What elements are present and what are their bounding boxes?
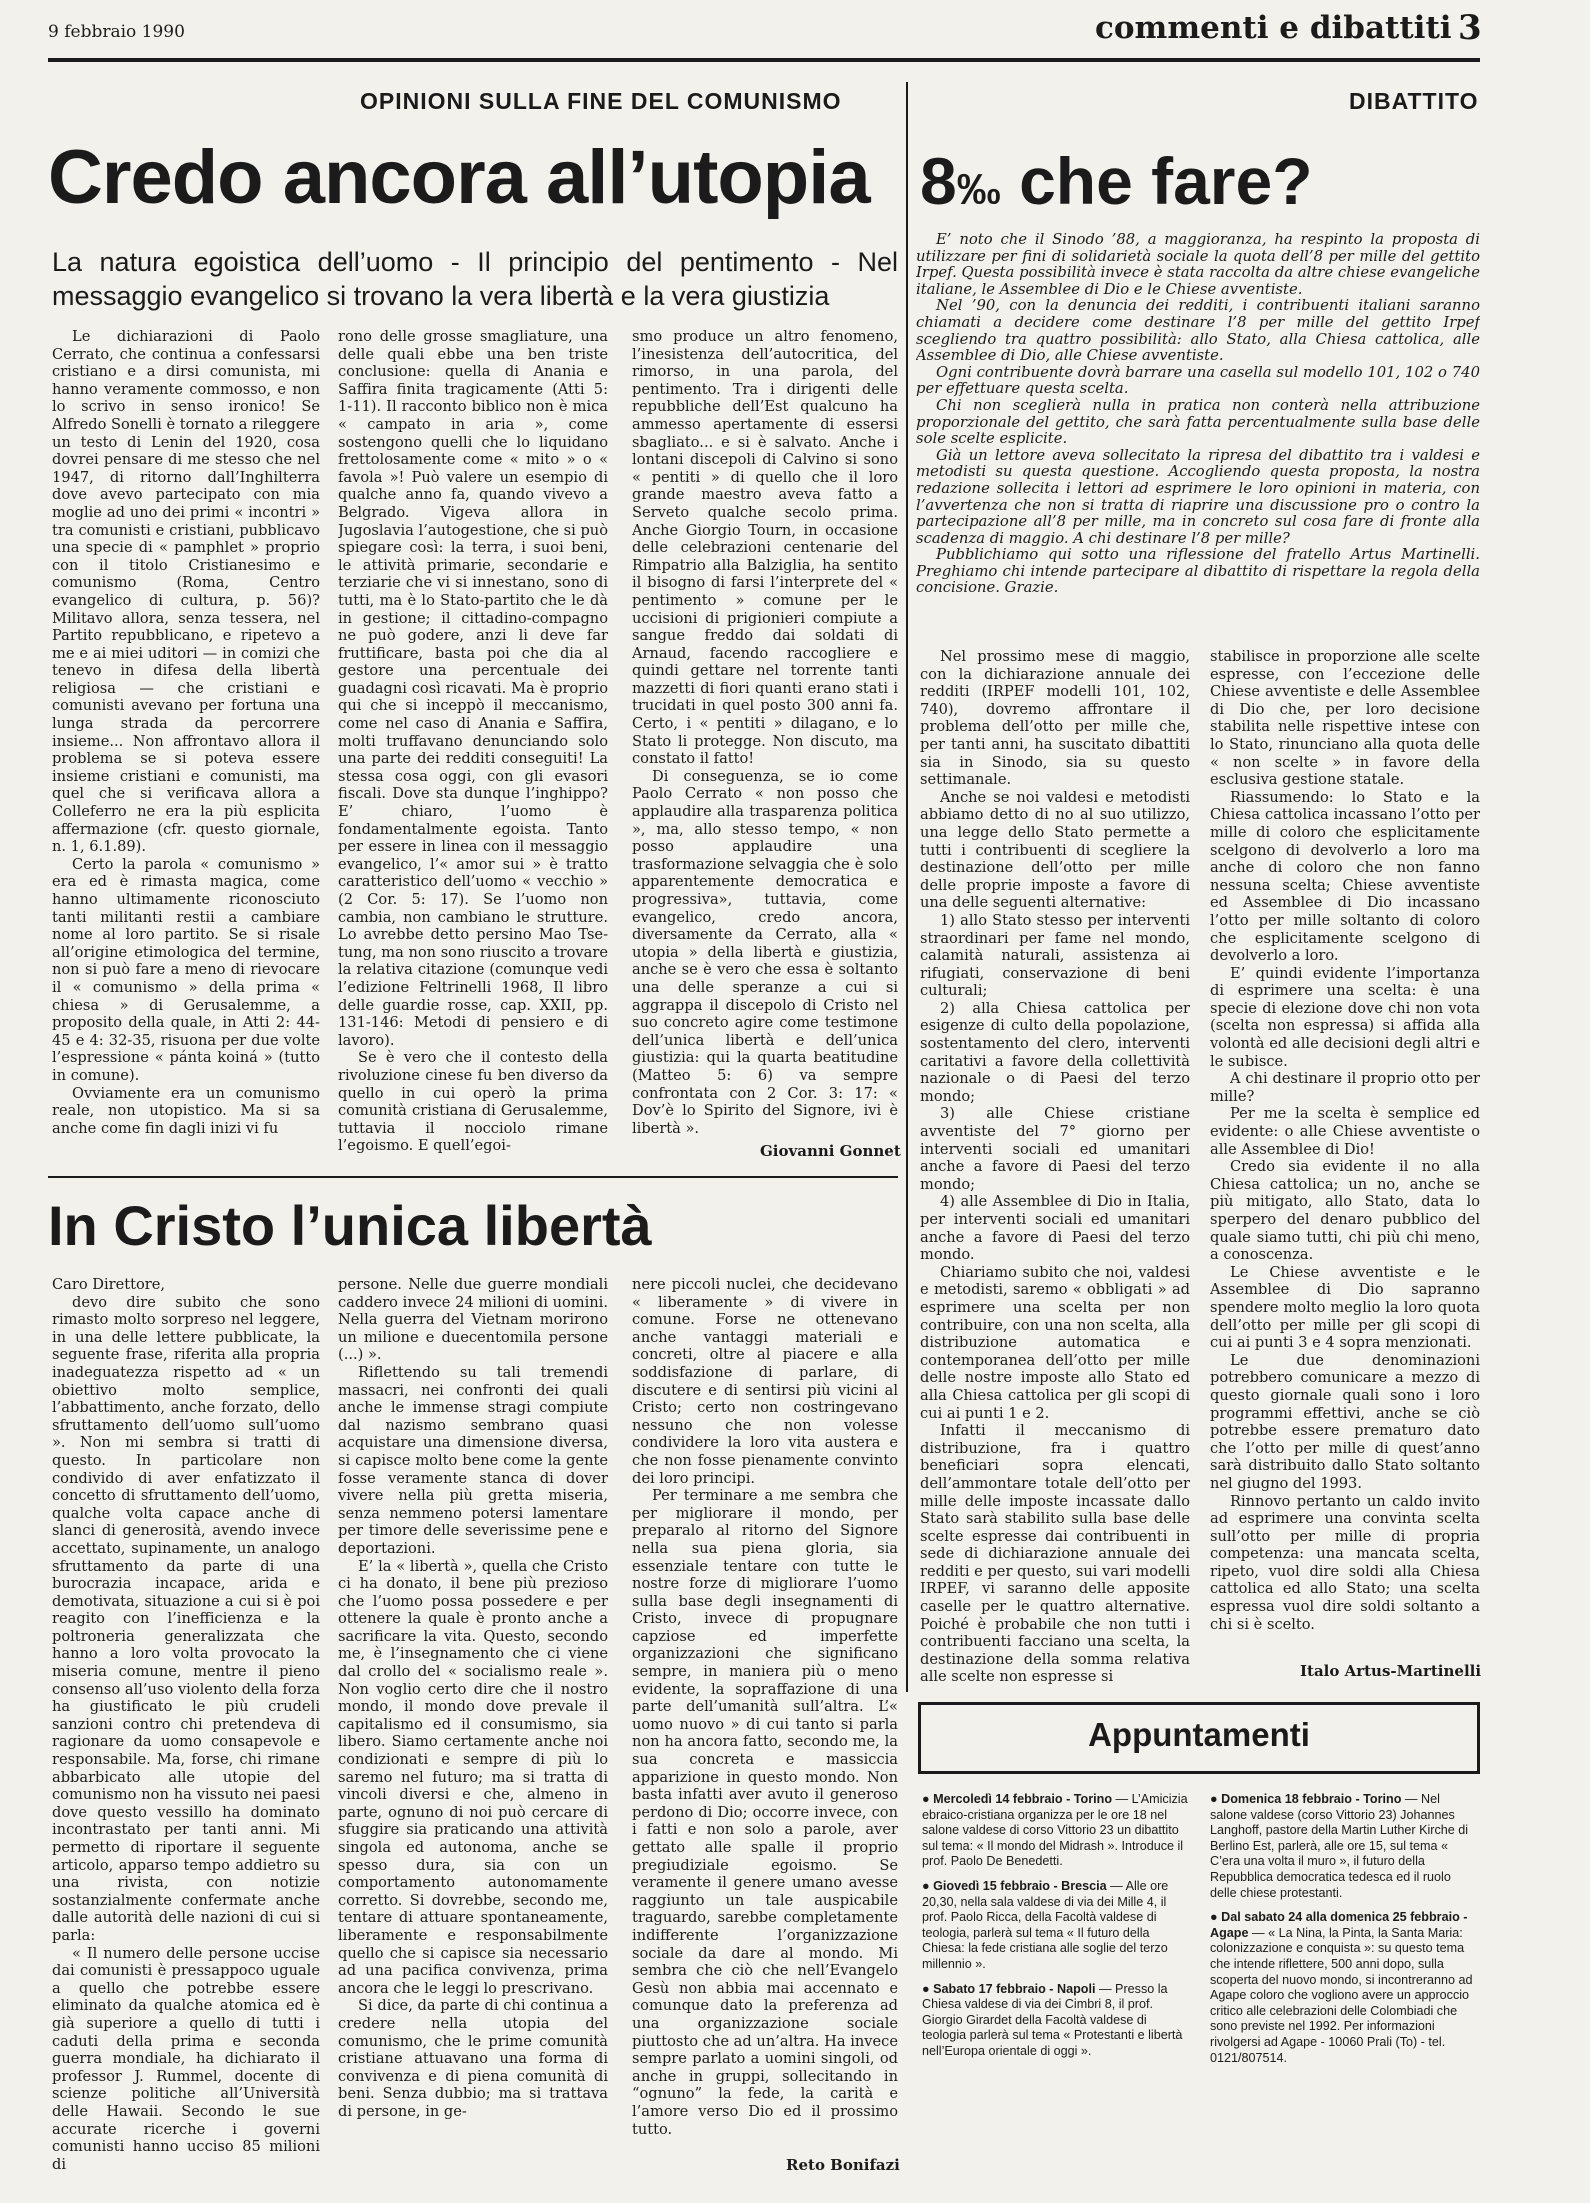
appointments-left-column <box>922 1792 1192 2182</box>
appointments-right-column <box>1210 1792 1480 2182</box>
appointment-item <box>1210 1910 1480 2066</box>
paragraph: Nel prossimo mese di maggio, con la dichiarazione annuale dei redditi (IRPEF modelli 101, 102, 740), dovremo affrontare il problema dell’otto per mille che, per tanti anni, ha suscitato dibattiti sia in Sinodo, sia su questo settimanale. <box>920 648 1190 789</box>
appointment-item <box>922 1879 1192 1973</box>
paragraph: E’ quindi evidente l’importanza di esprimere una scelta: è una specie di elezione dove chi non vota (scelta non espressa) si affida alla volontà ed alle decisioni degli altri e le subisce. <box>1210 964 1480 1070</box>
paragraph: persone. Nelle due guerre mondiali caddero invece 24 milioni di uomini. Nella guerra del Vietnam morirono un milione e duecentomila persone (...) ». <box>338 1276 608 1364</box>
article2-title <box>920 144 1313 218</box>
section-divider <box>48 1176 898 1178</box>
paragraph: Le due denominazioni potrebbero comunicare a mezzo di questo giornale quali sono i loro programmi effettivi, anche se ciò potrebbe essere prematuro dato che l’otto per mille di quest’anno sarà distribuito dallo Stato soltanto nel giugno del 1993. <box>1210 1351 1480 1492</box>
intro-paragraph: Nel ’90, con la denuncia dei redditi, i contribuenti italiani saranno chiamati a decidere come destinare l’8 per mille del gettito Irpef scegliendo tra quattro possibilità: allo Stato, alla Chiesa cattolica, alle Assemblee di Dio, alle Chiese avventiste. <box>916 297 1480 365</box>
article3-column-3 <box>632 1276 898 2138</box>
intro-paragraph: E’ noto che il Sinodo ’88, a maggioranza, ha respinto la proposta di utilizzare per fini di solidarietà sociale la quota dell’8 per mille del gettito Irpef. Questa possibilità invece è stata raccolta da altre chiese evangeliche italiane, le Assemblee di Dio e le Chiese avventiste. <box>916 232 1480 298</box>
article3-column-2 <box>338 1276 608 2176</box>
paragraph: « Il numero delle persone uccise dai comunisti è pressappoco uguale a quello che potrebbe essere eliminato da qualche atomica ed è già superiore a quello di tutti i caduti della prima e seconda guerra mondiale, ha dichiarato il professor J. Rummel, docente di scienze politiche all’Università delle Hawaii. Secondo le sue accurate ricerche i governi comunisti hanno ucciso 85 milioni di <box>52 1944 320 2173</box>
appointment-lead: Dal sabato 24 alla domenica 25 febbraio - Agape <box>1210 1910 1468 1940</box>
paragraph: Per terminare a me sembra che per migliorare il mondo, per preparalo al ritorno del Signore nella sua piena gloria, sia essenziale tentare con tutte le nostre forze di migliorare l’uomo sulla base degli insegnamenti di Cristo, invece di propugnare capziose ed imperfette organizzazioni che significano sempre, in maniera più o meno evidente, la sopraffazione di una parte dell’umanità sull’altra. L’« uomo nuovo » di cui tanto si parla non ha ancora fatto, secondo me, la sua concreta e massiccia apparizione in questo mondo. Non basta infatti aver avuto il generoso perdono di Dio; occorre invece, con i fatti e non solo a parole, aver gettato alle spalle il proprio pregiudiziale egoismo. Se veramente il genere umano avesse raggiunto un tale auspicabile traguardo, sarebbe completamente indifferente l’organizzazione sociale da dare al mondo. Mi sembra che ciò che nell’Evangelo Gesù non abbia mai accennato e comunque dato la preferenza ad una organizzazione sociale piuttosto che ad un’altra. Ha invece sempre parlato a uomini singoli, od anche in gruppi, sollecitando in “ognuno” la fede, la carità e l’amore verso Dio ed il prossimo tutto. <box>632 1487 898 2138</box>
appointment-text: — « La Nina, la Pinta, la Santa Maria: colonizzazione e conquista »: su questo tema che intende riflettere, 500 anni dopo, sulla scoperta del nuovo mondo, si incontreranno ad Agape coloro che vogliono avere un approccio critico alle celebrazioni delle Colombiadi che sono previste nel 1992. Per informazioni rivolgersi ad Agape - 10060 Prali (To) - tel. 0121/807514. <box>1210 1925 1473 2065</box>
paragraph: E’ la « libertà », quella che Cristo ci ha donato, il bene più prezioso che l’uomo possa possedere e per ottenere la quale è pronto anche a sacrificare la vita. Questo, secondo me, è l’insegnamento che ci viene dal crollo del « socialismo reale ». Non voglio certo dire che il nostro mondo, il mondo dove prevale il capitalismo ed il consumismo, sia libero. Siamo certamente anche noi condizionati e sempre di più lo saremo nel futuro; ma si tratta di vincoli diversi e che, almeno in parte, ognuno di noi può cercare di sfuggire sia praticando una attività singola ed autonoma, anche se spesso dura, sia con un comportamento autonomamente corretto. Si dovrebbe, secondo me, tentare di attuare spontaneamente, liberamente e responsabilmente quello che si capisce sia necessario ad una pacifica convivenza, prima ancora che le leggi lo prescrivano. <box>338 1557 608 1997</box>
article3-title: In Cristo l’unica libertà <box>48 1194 652 1257</box>
paragraph: rono delle grosse smagliature, una delle quali ebbe una ben triste conclusione: quella di Anania e Saffira finita tragicamente (Atti 5: 1-11). Il racconto biblico non è mica « campato in aria », come sostengono quelli che lo liquidano frettolosamente come « mito » o « favola »! Può valere un esempio di qualche anno fa, quando vivevo a Belgrado. Vigeva allora in Jugoslavia l’autogestione, che si può spiegare così: la terra, i suoi beni, le attività primarie, secondarie e terziarie che vi si innestano, sono di tutti, ma è lo Stato-partito che le dà in gestione; il cittadino-compagno ne può godere, anzi li deve far fruttificare, basta poi che dia al gestore una percentuale dei guadagni così ricavati. Ma è proprio qui che si inceppò il meccanismo, come nel caso di Anania e Saffira, molti truffavano denunciando solo una parte dei redditi conseguiti! La stessa cosa oggi, con gli evasori fiscali. Dove sta dunque l’inghippo? E’ chiaro, l’uomo è fondamentalmente egoista. Tanto per essere in linea con il messaggio evangelico, l’« amor sui » è tratto caratteristico dell’uomo « vecchio » (2 Cor. 5: 17). Se l’uomo non cambia, non cambiano le strutture. Lo avrebbe detto persino Mao Tse-tung, ma non sono riuscito a trovare la relativa citazione (comunque vedi l’edizione Feltrinelli 1968, Il libro delle guardie rosse, cap. XXII, pp. 131-146: Metodi di pensiero e di lavoro). <box>338 328 608 1049</box>
appointment-text: — L’Amicizia ebraico-cristiana organizza per le ore 18 nel salone valdese di corso Vittorio 23 un dibattito sul tema: « Il mondo del Midrash ». Introduce il prof. Paolo De Benedetti. <box>922 1792 1188 1869</box>
article3-column-1 <box>52 1276 320 2176</box>
paragraph: Credo sia evidente il no alla Chiesa cattolica; un no, anche se più mitigato, allo Stato, data lo sperpero del denaro pubblico del quale siamo tutti, chi più chi meno, a conoscenza. <box>1210 1158 1480 1264</box>
article2-column-2 <box>1210 648 1480 1648</box>
section-title: commenti e dibattiti <box>1095 10 1452 46</box>
paragraph: Se è vero che il contesto della rivoluzione cinese fu ben diverso da quello in cui operò la prima comunità cristiana di Gerusalemme, tuttavia il nocciolo rimane l’egoismo. E quell’egoi- <box>338 1049 608 1155</box>
paragraph: 1) allo Stato stesso per interventi straordinari per fame nel mondo, calamità naturali, assistenza ai rifugiati, conservazione di beni culturali; <box>920 911 1190 1000</box>
paragraph: Rinnovo pertanto un caldo invito ad esprimere una convinta scelta sull’otto per mille di propria competenza: una mancata scelta, ripeto, vuol dire soldi alla Chiesa cattolica ed allo Stato; una scelta espressa vuol dire soldi soltanto a chi si è scelto. <box>1210 1492 1480 1633</box>
paragraph: Certo la parola « comunismo » era ed è rimasta magica, come hanno ultimamente riconosciuto tanti militanti restii a cambiare nome al loro partito. Se si risale all’origine etimologica del termine, non si può fare a meno di rievocare il « comunismo » della prima « chiesa » di Gerusalemme, a proposito della quale, in Atti 2: 44-45 e 4: 32-35, risuona per due volte l’espressione « pánta koiná » (tutto in comune). <box>52 855 320 1084</box>
bullet-icon: ● <box>922 1981 934 1996</box>
article3-signature: Reto Bonifazi <box>786 2156 900 2174</box>
appointment-item <box>1210 1792 1480 1901</box>
appointment-lead: Mercoledì 14 febbraio - Torino <box>933 1792 1113 1806</box>
paragraph: devo dire subito che sono rimasto molto sorpreso nel leggere, in una delle lettere pubblicate, la seguente frase, riferita alla propria inadeguatezza rispetto ad « un obiettivo molto semplice, l’abbattimento, anche forzato, dello sfruttamento dell’uomo sull’uomo ». Non mi sembra si tratti di questo. In particolare non condivido di aver enfatizzato il concetto di sfruttamento dell’uomo, qualche volta capace anche di slanci di generosità, avendo invece accettato, supinamente, un analogo sfruttamento da parte di una burocrazia incapace, arida e demotivata, situazione a cui si è poi reagito con l’inefficienza e la poltroneria generalizzata che hanno a loro volta provocato la miseria comune, mentre il pieno consenso all’uso violento della forza ha giustificato le più crudeli sanzioni contro chi pretendeva di ragionare da uomo consapevole e responsabile. Ma, forse, chi rimane abbarbicato alle utopie del comunismo non ha vissuto nei paesi dove questo vessillo ha dominato incontrastato per tanti anni. Mi permetto di riportare il seguente articolo, apparso tempo addietro su una rivista, con notizie sostanzialmente confermate anche dalle autorità delle nazioni di cui si parla: <box>52 1293 320 1944</box>
appointment-lead: Sabato 17 febbraio - Napoli <box>933 1981 1096 1996</box>
per-mille-symbol: ‰ <box>956 165 1001 214</box>
masthead-rule <box>48 58 1480 62</box>
bullet-icon: ● <box>1210 1792 1222 1806</box>
article1-column-2 <box>338 328 608 1170</box>
page-number: 3 <box>1458 8 1482 48</box>
paragraph: Ovviamente era un comunismo reale, non utopistico. Ma si sa anche come fin dagli inizi vi fu <box>52 1084 320 1137</box>
paragraph: Riflettendo su tali tremendi massacri, nei confronti dei quali anche le immense stragi compiute dal nazismo sembrano quasi acquistare una dimensione diversa, si capisce molto bene come la gente fosse veramente stanca di dover vivere nella più gretta miseria, senza nemmeno potersi lamentare per timore delle severissime pene e deportazioni. <box>338 1363 608 1557</box>
title-text: che fare? <box>1019 144 1313 218</box>
bullet-icon: ● <box>922 1878 934 1893</box>
paragraph: 2) alla Chiesa cattolica per esigenze di culto della popolazione, sostentamento del clero, interventi caritativi a favore della collettività nazionale o di Paesi del terzo mondo; <box>920 999 1190 1105</box>
article1-column-1 <box>52 328 320 1170</box>
appointment-lead: Giovedì 15 febbraio - Brescia <box>933 1878 1107 1893</box>
paragraph: nere piccoli nuclei, che decidevano « liberamente » di vivere in comune. Forse ne ottenevano anche vantaggi materiali e concreti, oltre al piacere e alla soddisfazione di parlare, di discutere e di sentirsi più vicini al Cristo; certo non costringevano nessuno che non volesse condividere la loro vita austera e che non fosse pienamente convinto dei loro principi. <box>632 1276 898 1487</box>
article1-signature: Giovanni Gonnet <box>760 1142 901 1160</box>
intro-paragraph: Ogni contribuente dovrà barrare una casella sul modello 101, 102 o 740 per effettuare questa scelta. <box>916 363 1480 398</box>
paragraph: Di conseguenza, se io come Paolo Cerrato « non posso che applaudire alla trasparenza politica », ma, allo stesso tempo, « non posso applaudire una trasformazione selvaggia che è solo apparentemente democratica e progressiva», tuttavia, come evangelico, credo ancora, diversamente da Cerrato, alla « utopia » della libertà e giustizia, anche se è vero che essa è soltanto una delle speranze a cui si aggrappa il discepolo di Cristo nel suo concreto agire come testimone dell’unica libertà e dell’unica giustizia: qui la quarta beatitudine (Matteo 5: 6) va sempre confrontata con 2 Cor. 3: 17: « Dov’è lo Spirito del Signore, ivi è libertà ». <box>632 767 898 1137</box>
paragraph: Anche se noi valdesi e metodisti abbiamo detto di no al suo utilizzo, una legge dello Stato permette a tutti i contribuenti di scegliere la destinazione dell’otto per mille delle proprie imposte a favore di una delle seguenti alternative: <box>920 788 1190 912</box>
paragraph: Chiariamo subito che noi, valdesi e metodisti, saremo « obbligati » ad esprimere una scelta per non contribuire, con una non scelta, alla distribuzione automatica e contemporanea dell’otto per mille delle nostre imposte allo Stato ed alla Chiesa cattolica per gli scopi di cui ai punti 1 e 2. <box>920 1263 1190 1422</box>
article2-column-1 <box>920 648 1190 1688</box>
paragraph: 4) alle Assemblee di Dio in Italia, per interventi sociali ed umanitari anche a favore di Paesi del terzo mondo. <box>920 1193 1190 1264</box>
bullet-icon: ● <box>1210 1910 1222 1925</box>
appointment-item <box>922 1982 1192 2060</box>
article2-signature: Italo Artus-Martinelli <box>1300 1662 1482 1680</box>
paragraph: Infatti il meccanismo di distribuzione, fra i quattro beneficiari sopra elencati, dell’ammontare totale dell’otto per mille delle imposte incassate dallo Stato sarà stabilito sulla base delle scelte espresse dai contribuenti in sede di dichiarazione annuale dei redditi e per questo, sui vari modelli IRPEF, vi saranno delle apposite caselle per le quattro alternative. Poiché è probabile che non tutti i contribuenti facciano una scelta, la destinazione della somma relativa alle scelte non espresse si <box>920 1422 1190 1686</box>
paragraph: Le Chiese avventiste e le Assemblee di Dio sapranno spendere molto meglio la loro quota dell’otto per mille per gli scopi di cui ai punti 3 e 4 sopra menzionati. <box>1210 1263 1480 1352</box>
article1-kicker: OPINIONI SULLA FINE DEL COMUNISMO <box>360 88 842 114</box>
issue-date: 9 febbraio 1990 <box>48 22 185 42</box>
title-number: 8 <box>920 144 957 218</box>
article1-subtitle: La natura egoistica dell’uomo - Il principio del pentimento - Nel messaggio evangelico si trovano la vera libertà e la vera giustizia <box>52 247 898 311</box>
appointment-lead: Domenica 18 febbraio - Torino <box>1221 1792 1402 1806</box>
column-divider <box>906 82 908 1692</box>
paragraph: stabilisce in proporzione alle scelte espresse, con l’eccezione delle Chiese avventiste e delle Assemblee di Dio che, per loro decisione stabilita nelle rispettive intese con lo Stato, rinunciano alla quota delle « non scelte » in favore della esclusiva gestione statale. <box>1210 648 1480 789</box>
article2-intro <box>916 232 1480 634</box>
article2-kicker: DIBATTITO <box>1349 88 1479 114</box>
intro-paragraph: Chi non sceglierà nulla in pratica non conterà nella attribuzione proporzionale del gettito, che sarà fatta percentualmente sulla base delle sole scelte esplicite. <box>916 396 1480 448</box>
article1-column-3 <box>632 328 898 1138</box>
appointment-text: — Alle ore 20,30, nella sala valdese di via dei Mille 4, il prof. Paolo Ricca, della Facoltà valdese di teologia, parlerà sul tema « Il futuro della Chiesa: la fede cristiana alle soglie del terzo millennio ». <box>922 1878 1169 1971</box>
appointments-title: Appuntamenti <box>1088 1716 1310 1753</box>
intro-paragraph: Pubblichiamo qui sotto una riflessione del fratello Artus Martinelli. Preghiamo chi intende partecipare al dibattito di rispettare la regola della concisione. Grazie. <box>916 546 1480 597</box>
appointment-item <box>922 1792 1192 1870</box>
paragraph: Riassumendo: lo Stato e la Chiesa cattolica incassano l’otto per mille di coloro che esplicitamente scelgono di devolverlo a loro ma anche di coloro che non fanno nessuna scelta; Chiese avventiste ed Assemblee di Dio incassano l’otto per mille soltanto di coloro che esplicitamente scelgono di devolverlo a loro. <box>1210 788 1480 965</box>
paragraph: Caro Direttore, <box>52 1276 166 1293</box>
article1-title: Credo ancora all’utopia <box>48 135 870 220</box>
appointment-text: — Nel salone valdese (corso Vittorio 23) Johannes Langhoff, pastore della Martin Luther Kirche di Berlino Est, parlerà, alle ore 15, sul tema « C’era una volta il muro », il futuro della Repubblica democratica tedesca ed il ruolo delle chiese protestanti. <box>1210 1792 1469 1900</box>
paragraph: Le dichiarazioni di Paolo Cerrato, che continua a confessarsi cristiano e a dirsi comunista, mi hanno veramente commosso, e non lo scrivo in senso ironico! Se Alfredo Sonelli è tornato a rileggere un testo di Lenin del 1920, cosa dovrei pensare di me stesso che nel 1947, di ritorno dall’Inghilterra dove avevo partecipato con mia moglie ad uno dei primi « incontri » tra comunisti e cristiani, pubblicavo una specie di « pamphlet » proprio con il titolo Cristianesimo e comunismo (Roma, Centro evangelico di cultura, p. 56)? Militavo allora, senza tessera, nel Partito repubblicano, e ripetevo a me e ai miei uditori — in comizi che tenevo in difesa della libertà religiosa — che cristiani e comunisti avevano per fortuna una lunga strada da percorrere insieme... Non affrontavo allora il problema se si poteva essere insieme cristiani e comunisti, ma quel che si verificava allora a Colleferro ne era la più esplicita affermazione (cfr. questo giornale, n. 1, 6.1.89). <box>52 328 320 856</box>
bullet-icon: ● <box>922 1792 934 1806</box>
appointment-text: — Presso la Chiesa valdese di via dei Cimbri 8, il prof. Giorgio Girardet della Facoltà valdese di teologia parlerà sul tema « Protestanti e libertà nell’Europa orientale di oggi ». <box>922 1981 1183 2058</box>
paragraph: A chi destinare il proprio otto per mille? <box>1210 1070 1480 1105</box>
paragraph: smo produce un altro fenomeno, l’inesistenza dell’autocritica, del rimorso, in una parola, del pentimento. Tra i dirigenti delle repubbliche dell’Est qualcuno ha ammesso apertamente di essersi sbagliato... e si è salvato. Anche i lontani discepoli di Calvino si sono « pentiti » di quello che il loro grande maestro aveva fatto a Serveto qualche secolo prima. Anche Giorgio Tourn, in occasione delle celebrazioni centenarie del Rimpatrio alla Balziglia, ha sentito il bisogno di farsi l’interprete del « pentimento » comune per le uccisioni di prigionieri compiute a sangue freddo dai soldati di Arnaud, facendo raccogliere e quindi gettare nel torrente tanti mazzetti di fiori quanti erano stati i trucidati in quel posto 300 anni fa. Certo, i « pentiti » dilagano, e lo Stato li protegge. Non discuto, ma constato il fatto! <box>632 328 898 768</box>
paragraph: Per me la scelta è semplice ed evidente: o alle Chiese avventiste o alle Assemblee di Dio! <box>1210 1105 1480 1158</box>
paragraph: Si dice, da parte di chi continua a credere nella utopia del comunismo, che le prime comunità cristiane attuavano una forma di convivenza e di piena comunità di beni. Senza dubbio; ma si trattava di persone, in ge- <box>338 1997 608 2120</box>
paragraph: 3) alle Chiese cristiane avventiste del 7° giorno per interventi sociali ed umanitari anche a favore di Paesi del terzo mondo; <box>920 1105 1190 1193</box>
intro-paragraph: Già un lettore aveva sollecitato la ripresa del dibattito tra i valdesi e metodisti su questa questione. Accogliendo questa proposta, la nostra redazione sollecita i lettori ad esprimere le loro opinioni in materia, con l’avvertenza che non si tratta di riaprire una discussione pro o contro la partecipazione all’8 per mille, ma in concreto sul cosa fare di fronte alla scadenza di maggio. A chi destinare l’8 per mille? <box>916 446 1480 547</box>
